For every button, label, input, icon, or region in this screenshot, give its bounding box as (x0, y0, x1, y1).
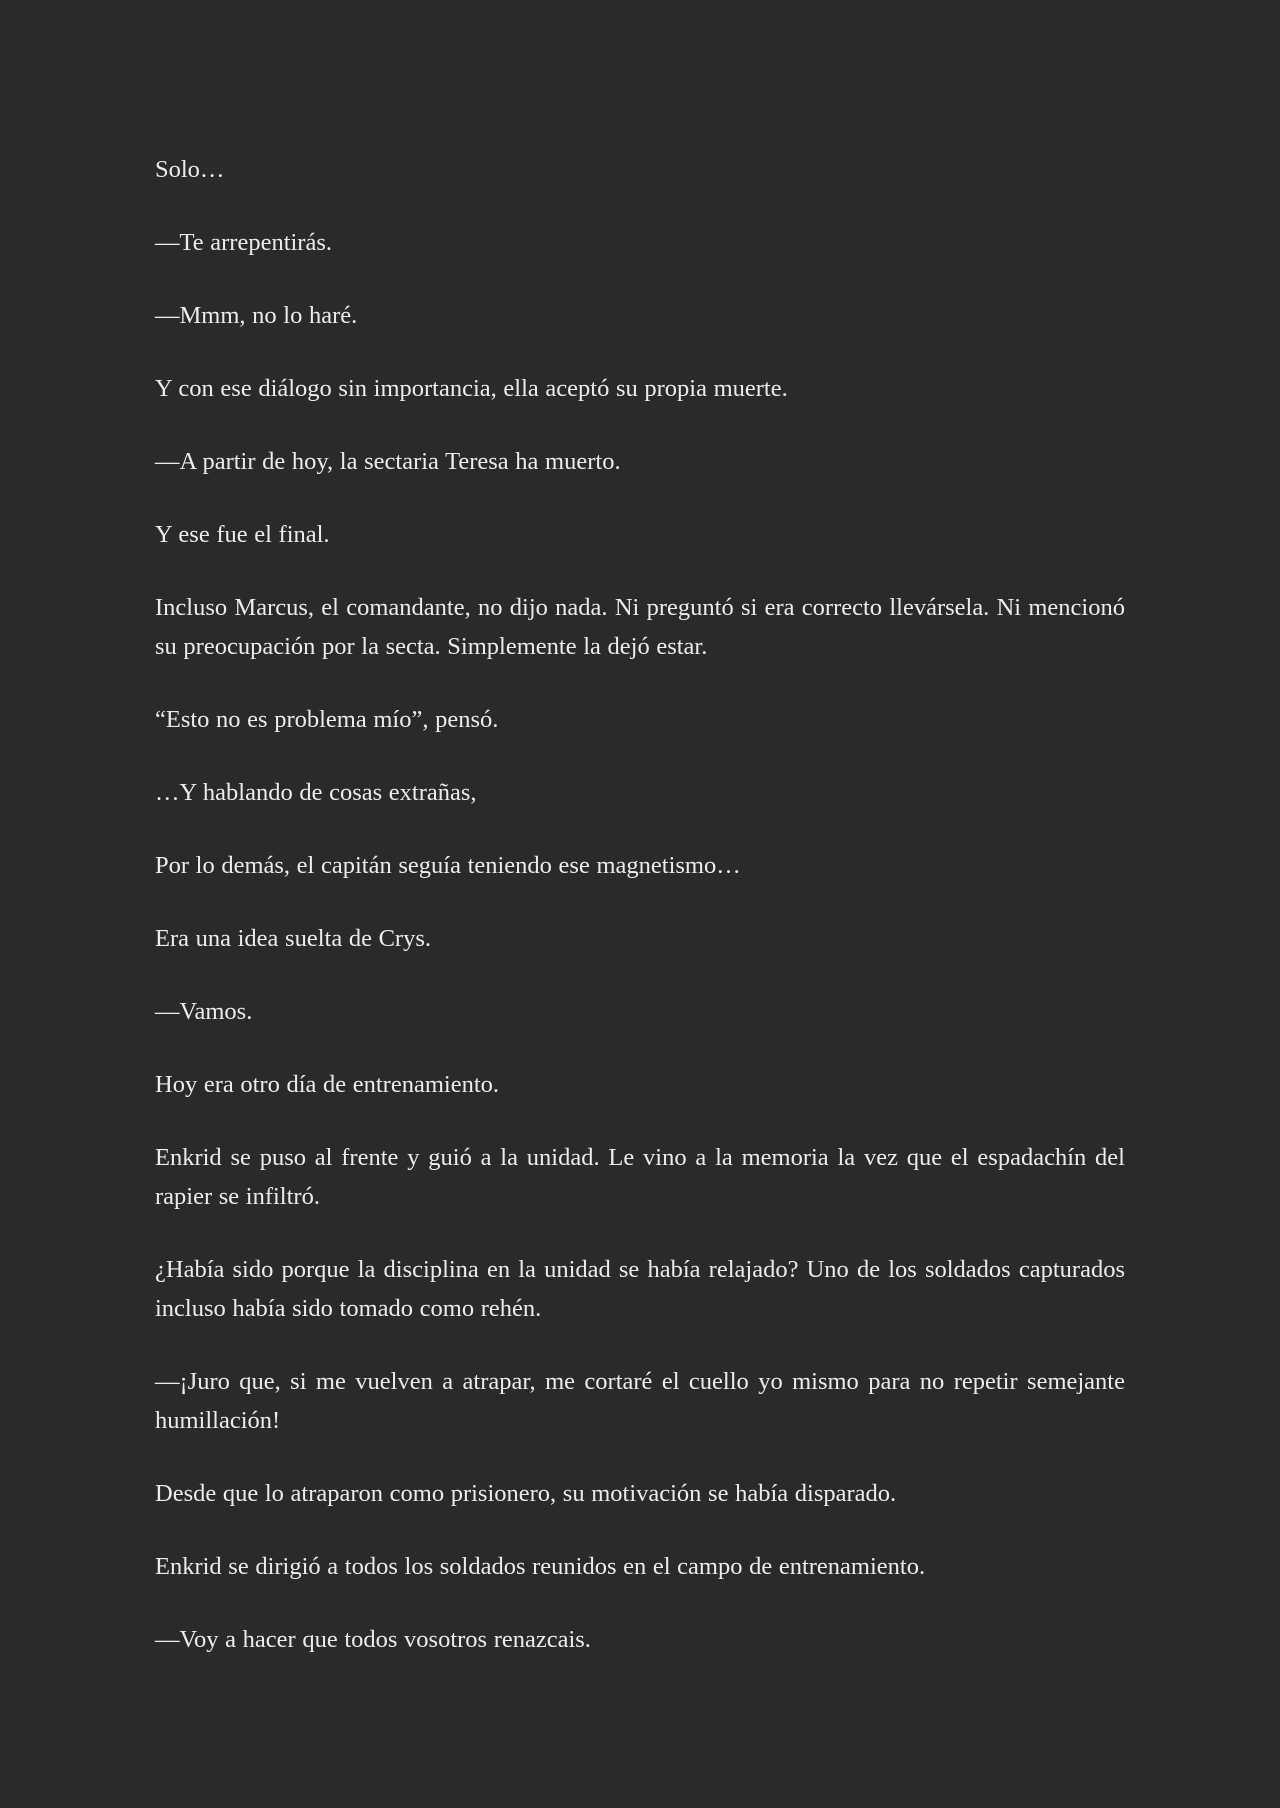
paragraph-14: Enkrid se puso al frente y guió a la unidad. Le vino a la memoria la vez que el espadachín del rapier se infiltró. (155, 1144, 1125, 1210)
paragraph-11: Era una idea suelta de Crys. (155, 925, 431, 952)
paragraph-17: Desde que lo atraparon como prisionero, su motivación se había disparado. (155, 1480, 897, 1507)
paragraph-4: Y con ese diálogo sin importancia, ella aceptó su propia muerte. (155, 375, 788, 402)
paragraph-16: —¡Juro que, si me vuelven a atrapar, me cortaré el cuello yo mismo para no repetir semejante humillación! (155, 1368, 1125, 1434)
paragraph-1: Solo… (155, 156, 225, 183)
paragraph-12: —Vamos. (155, 998, 253, 1025)
paragraph-7: Incluso Marcus, el comandante, no dijo nada. Ni preguntó si era correcto llevársela. Ni mencionó su preocupación por la secta. Simplemente la dejó estar. (155, 594, 1125, 660)
paragraph-15: ¿Había sido porque la disciplina en la unidad se había relajado? Uno de los soldados capturados incluso había sido tomado como rehén. (155, 1256, 1125, 1322)
paragraph-2: —Te arrepentirás. (155, 229, 333, 256)
paragraph-13: Hoy era otro día de entrenamiento. (155, 1071, 500, 1098)
paragraph-19: —Voy a hacer que todos vosotros renazcais. (155, 1626, 591, 1653)
paragraph-10: Por lo demás, el capitán seguía teniendo ese magnetismo… (155, 852, 741, 879)
paragraph-18: Enkrid se dirigió a todos los soldados reunidos en el campo de entrenamiento. (155, 1553, 926, 1580)
paragraph-3: —Mmm, no lo haré. (155, 302, 358, 329)
paragraph-8: “Esto no es problema mío”, pensó. (155, 706, 499, 733)
paragraph-9: …Y hablando de cosas extrañas, (155, 779, 477, 806)
paragraph-5: —A partir de hoy, la sectaria Teresa ha muerto. (155, 448, 621, 475)
paragraph-6: Y ese fue el final. (155, 521, 330, 548)
